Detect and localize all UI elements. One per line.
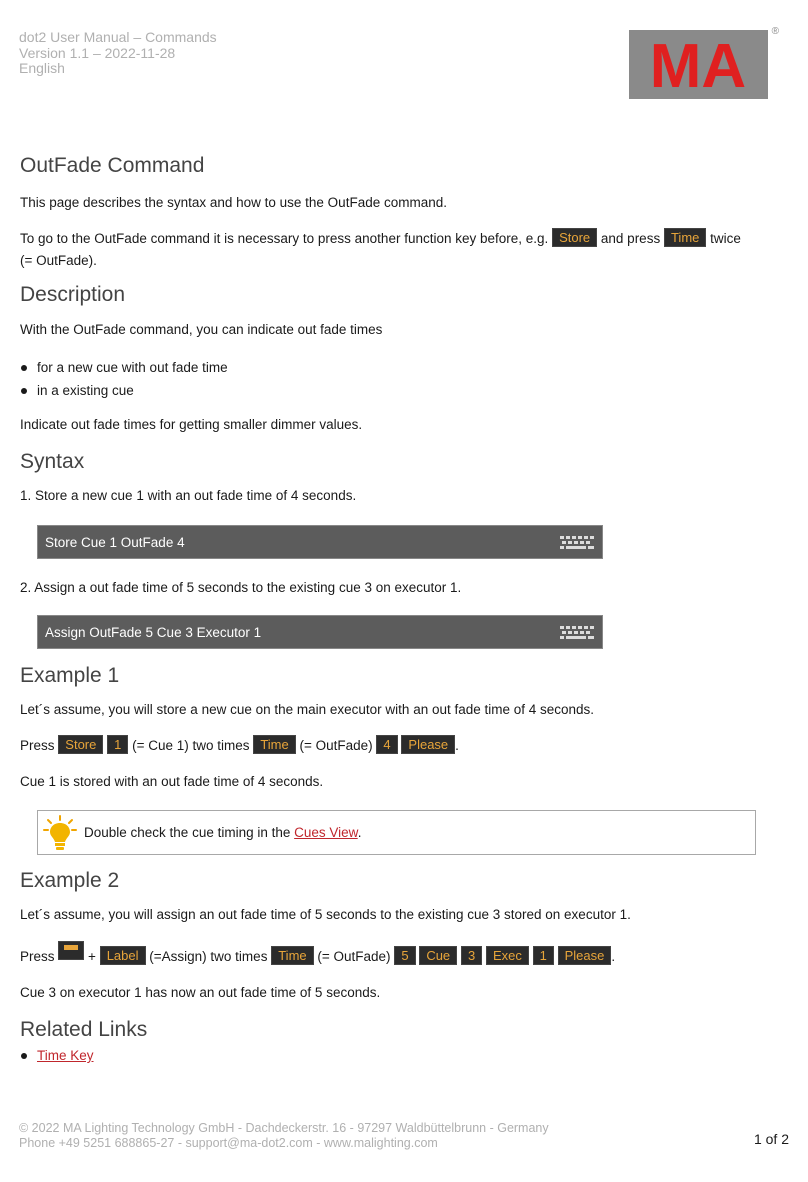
list-item: in a existing cue	[20, 379, 780, 402]
description-text2: Indicate out fade times for getting smaller dimmer values.	[20, 417, 363, 432]
key-5: 5	[394, 946, 415, 965]
example1-text: Let´s assume, you will store a new cue on the main executor with an out fade time of 4 seconds.	[20, 702, 595, 717]
keyboard-icon[interactable]	[560, 535, 594, 552]
related-links-list	[20, 1044, 780, 1067]
ma-key	[58, 941, 84, 960]
key-1: 1	[107, 735, 128, 754]
key-4: 4	[376, 735, 397, 754]
list-item	[20, 1044, 780, 1067]
related-links-heading: Related Links	[20, 1018, 148, 1041]
please-key: Please	[558, 946, 612, 965]
logo-text: MA	[649, 32, 747, 99]
exec-key: Exec	[486, 946, 529, 965]
label-key: Label	[100, 946, 146, 965]
time-key-link[interactable]: Time Key	[37, 1048, 94, 1063]
header-title: dot2 User Manual – Commands	[19, 29, 217, 45]
example2-heading: Example 2	[20, 869, 120, 892]
document-footer	[19, 1121, 549, 1151]
key-1: 1	[533, 946, 554, 965]
ma-logo	[629, 26, 779, 99]
header-version: Version 1.1 – 2022-11-28	[19, 44, 176, 61]
command-text: Assign OutFade 5 Cue 3 Executor 1	[45, 625, 262, 640]
page-content	[20, 152, 780, 1067]
store-key: Store	[552, 228, 597, 247]
example2-result: Cue 3 on executor 1 has now an out fade time of 5 seconds.	[20, 985, 381, 1000]
command-line-1	[37, 525, 603, 559]
example1-heading: Example 1	[20, 664, 120, 687]
document-header	[19, 30, 217, 77]
example2-keys: Press + Label (=Assign) two times Time (= OutFade) 5 Cue 3 Exec 1 Please .	[20, 941, 780, 968]
syntax-step2: 2. Assign a out fade time of 5 seconds to the existing cue 3 on executor 1.	[20, 580, 462, 595]
cues-view-link[interactable]: Cues View	[294, 825, 358, 840]
header-language: English	[19, 60, 65, 76]
goto-text: To go to the OutFade command it is necessary to press another function key before, e.g. Store and press Time twice (= OutFade).	[20, 230, 741, 268]
footer-contact: Phone +49 5251 688865-27 - support@ma-dot2.com - www.malighting.com	[19, 1136, 438, 1150]
syntax-heading: Syntax	[20, 450, 85, 473]
example1-keys: Press Store 1 (= Cue 1) two times Time (= OutFade) 4 Please .	[20, 737, 459, 753]
time-key: Time	[664, 228, 706, 247]
command-text: Store Cue 1 OutFade 4	[45, 535, 185, 550]
description-text: With the OutFade command, you can indicate out fade times	[20, 322, 383, 337]
time-key: Time	[253, 735, 295, 754]
hint-text: Double check the cue timing in the	[84, 825, 291, 840]
lightbulb-icon	[43, 815, 77, 851]
page-title: OutFade Command	[20, 154, 205, 177]
footer-company: © 2022 MA Lighting Technology GmbH - Dachdeckerstr. 16 - 97297 Waldbüttelbrunn - Germany	[19, 1121, 549, 1135]
syntax-step1: 1. Store a new cue 1 with an out fade time of 4 seconds.	[20, 488, 357, 503]
command-line-2	[37, 615, 603, 649]
please-key: Please	[401, 735, 455, 754]
keyboard-icon[interactable]	[560, 625, 594, 642]
example1-result: Cue 1 is stored with an out fade time of 4 seconds.	[20, 774, 324, 789]
description-list	[20, 356, 780, 402]
ma-key-icon	[62, 943, 80, 957]
logo-registered: ®	[771, 26, 779, 37]
page-number: 1 of 2	[753, 1131, 789, 1147]
cue-key: Cue	[419, 946, 457, 965]
hint-box: Double check the cue timing in the Cues View.	[37, 810, 756, 855]
store-key: Store	[58, 735, 103, 754]
intro-text: This page describes the syntax and how to use the OutFade command.	[20, 195, 447, 210]
list-item: for a new cue with out fade time	[20, 356, 780, 379]
example2-text: Let´s assume, you will assign an out fade time of 5 seconds to the existing cue 3 stored on executor 1.	[20, 907, 631, 922]
time-key: Time	[271, 946, 313, 965]
key-3: 3	[461, 946, 482, 965]
description-heading: Description	[20, 283, 126, 306]
